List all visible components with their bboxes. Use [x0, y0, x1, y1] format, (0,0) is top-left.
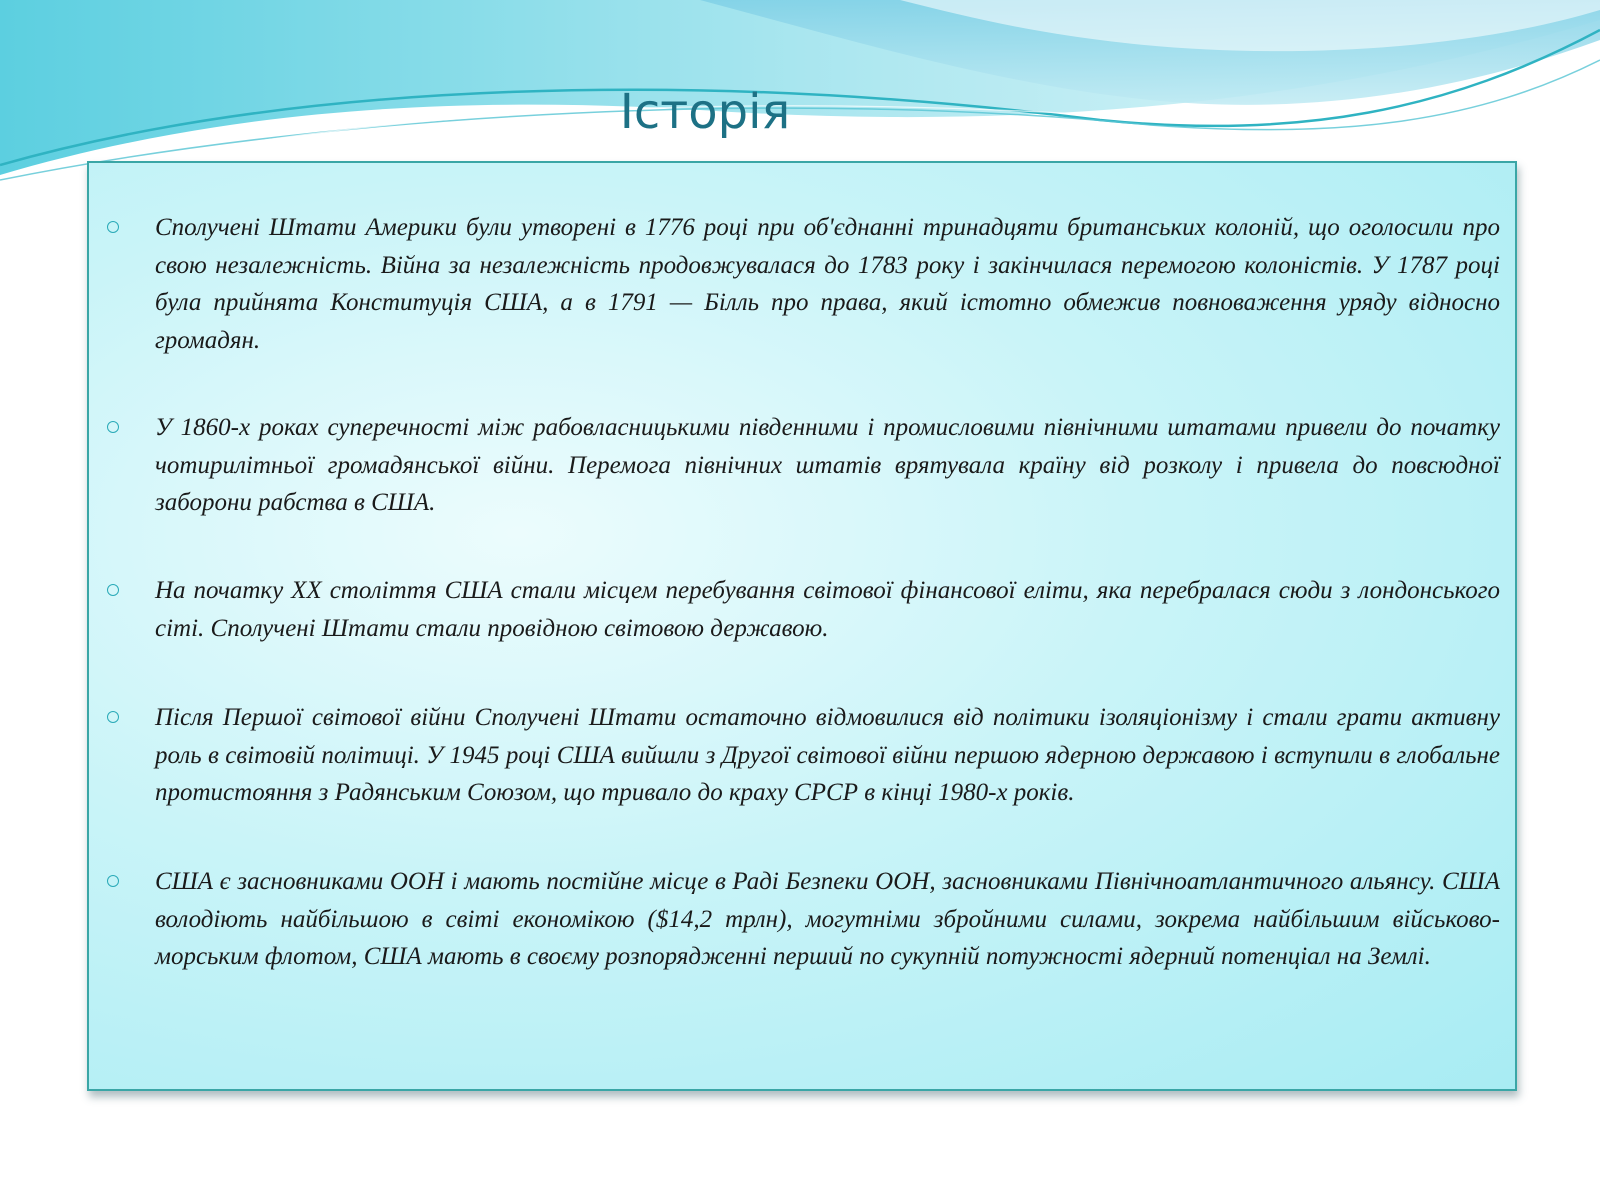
bullet-text: На початку XX століття США стали місцем перебування світової фінансової еліти, яка перебралася сюди з лондонського сіті. Сполучені Штати стали провідною світовою державою. — [155, 577, 1500, 642]
bullet-text: У 1860-х роках суперечності між рабовласницькими південними і промисловими північними штатами привели до початку чотирилітньої громадянської війни. Перемога північних штатів врятувала країну від розколу і привела до повсюдної заборони рабства в США. — [155, 414, 1500, 516]
bullet-text: Після Першої світової війни Сполучені Штати остаточно відмовилися від політики ізоляціонізму і стали грати активну роль в світовій політиці. У 1945 році США вийшли з Другої світової війни першою ядерною державою і вступили в глобальне протистояння з Радянським Союзом, що тривало до краху СРСР в кінці 1980-х років. — [155, 704, 1500, 806]
content-box — [87, 161, 1517, 1091]
bullet-circle-icon — [107, 421, 119, 433]
bullet-circle-icon — [107, 875, 119, 887]
bullet-text: США є засновниками ООН і мають постійне місце в Раді Безпеки ООН, засновниками Північноатлантичного альянсу. США володіють найбільшою в світі економікою ($14,2 трлн), могутніми збройними силами, зокрема найбільшим військово-морським флотом, США мають в своєму розпорядженні перший по сукупній потужності ядерний потенціал на Землі. — [155, 868, 1500, 970]
bullet-circle-icon — [107, 711, 119, 723]
bullet-circle-icon — [107, 584, 119, 596]
bullet-circle-icon — [107, 221, 119, 233]
bullet-text: Сполучені Штати Америки були утворені в 1776 році при об'єднанні тринадцяти британських колоній, що оголосили про свою незалежність. Війна за незалежність продовжувалася до 1783 року і закінчилася перемогою колоністів. У 1787 році була прийнята Конституція США, а в 1791 — Білль про права, який істотно обмежив повноваження уряду відносно громадян. — [155, 214, 1500, 354]
slide-title: Історія — [619, 84, 791, 140]
